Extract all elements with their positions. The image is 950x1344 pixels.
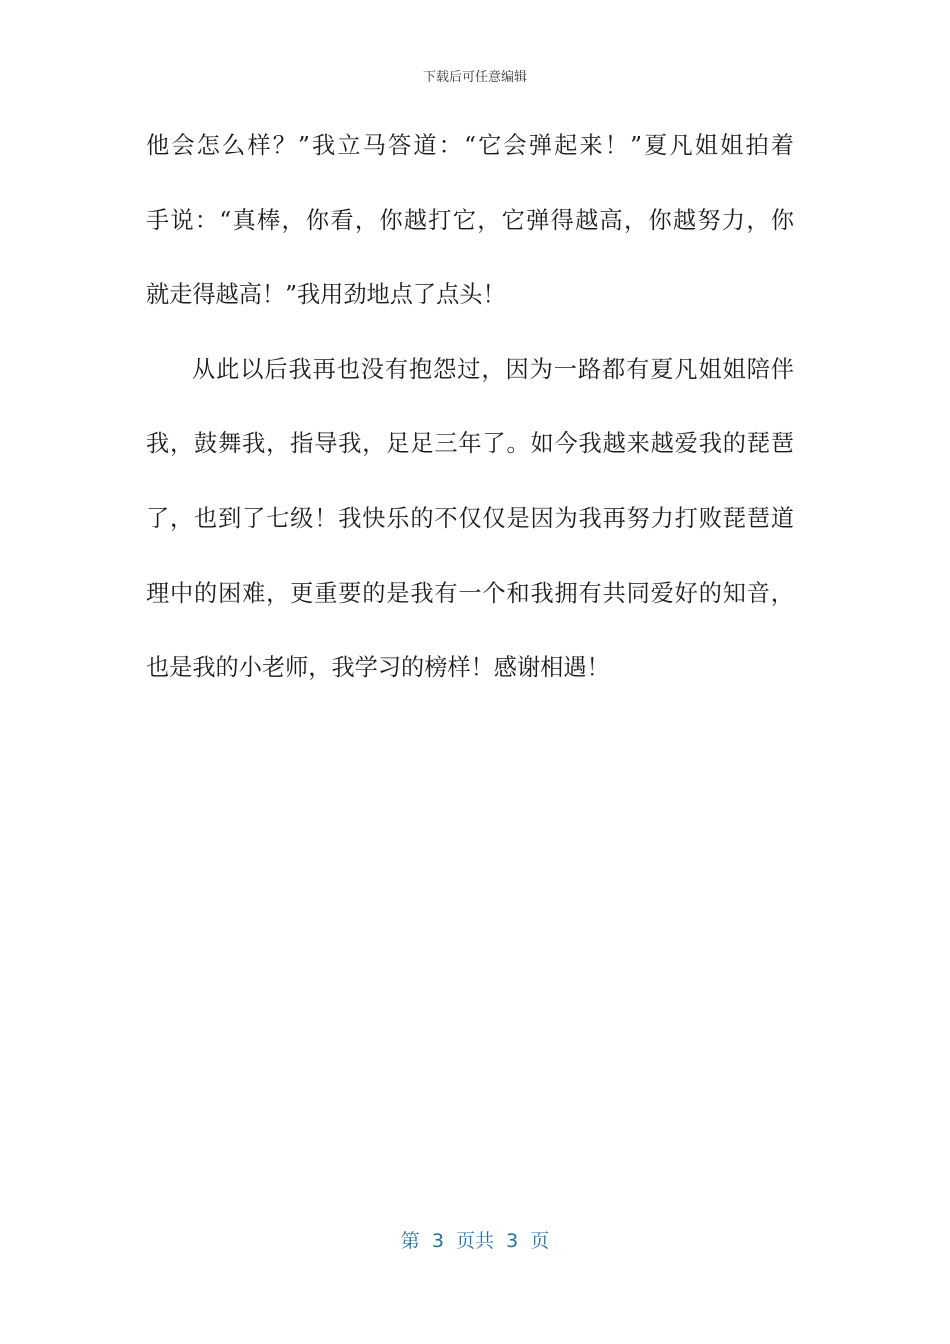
text-line: 从此以后我再也没有抱怨过，因为一路都有夏凡姐姐陪伴: [192, 355, 794, 383]
text-line: 他会怎么样？”我立马答道：“它会弹起来！”夏凡姐姐拍着: [146, 132, 794, 159]
page-footer: 第 3 页共 3 页: [400, 1230, 550, 1252]
page-header: 下载后可任意编辑: [422, 70, 527, 85]
text-line: 理中的困难，更重要的是我有一个和我拥有共同爱好的知音，: [146, 579, 794, 607]
text-line: 了，也到了七级！我快乐的不仅仅是因为我再努力打败琵琶道: [146, 504, 794, 532]
text-line: 也是我的小老师，我学习的榜样！感谢相遇！: [146, 654, 610, 682]
text-line: 手说：“真棒，你看，你越打它，它弹得越高，你越努力，你: [146, 206, 794, 234]
text-line: 我，鼓舞我，指导我，足足三年了。如今我越来越爱我的琵琶: [146, 430, 794, 458]
document-body: [146, 121, 794, 718]
text-line: 就走得越高！”我用劲地点了点头！: [146, 281, 506, 309]
